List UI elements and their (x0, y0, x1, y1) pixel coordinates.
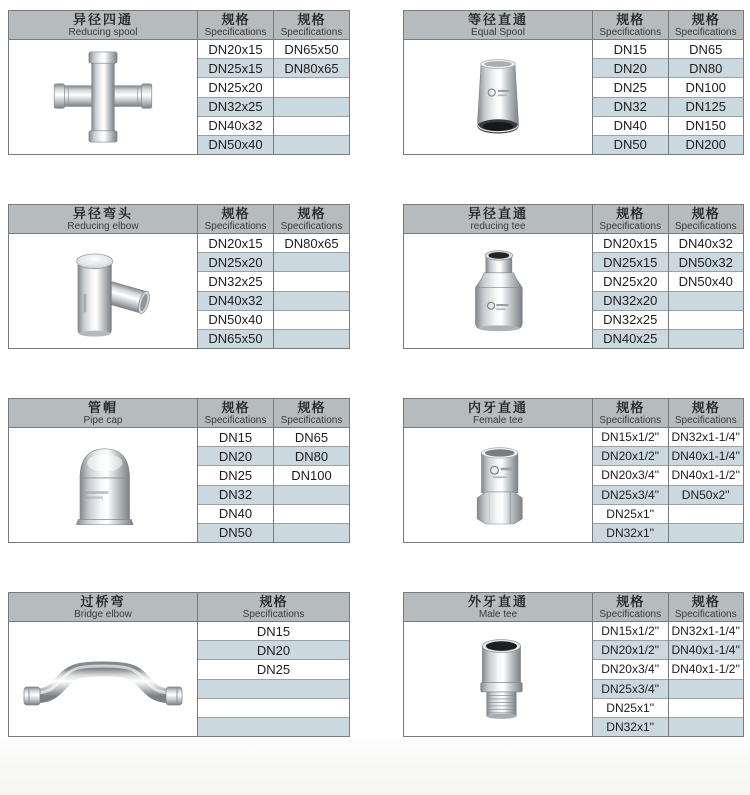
spec-header (198, 593, 349, 622)
spec-cell: DN25x20 (198, 78, 273, 97)
spec-cell: DN25 (198, 466, 273, 485)
spec-cell: DN32x1-1/4'' (669, 622, 744, 641)
spec-cell (274, 486, 349, 505)
spec-cell: DN32x20 (593, 292, 668, 311)
spec-column-2 (274, 428, 349, 542)
spec-cell: DN32x25 (198, 272, 273, 291)
spec-header-en: Specifications (280, 27, 343, 38)
spec-header-en: Specifications (599, 415, 662, 426)
spec-header-en: Specifications (280, 415, 343, 426)
spec-cell (274, 98, 349, 117)
section-title-en: Reducing elbow (67, 221, 139, 232)
spec-cell (274, 330, 349, 348)
spec-column-2 (669, 40, 744, 154)
spec-cell: DN80x65 (274, 59, 349, 78)
spec-header-zh: 规格 (616, 594, 645, 609)
section-title-zh: 异径弯头 (72, 206, 133, 221)
spec-cell: DN40x32 (198, 117, 273, 136)
spec-cell: DN32x25 (593, 311, 668, 330)
spec-cell: DN25x3/4'' (593, 486, 668, 505)
section-header (9, 593, 197, 622)
section-male-tee (403, 592, 744, 737)
spec-header-zh: 规格 (691, 12, 720, 27)
spec-cell: DN20x15 (198, 40, 273, 59)
spec-header-zh: 规格 (297, 12, 326, 27)
spec-cell: DN40 (593, 117, 668, 136)
spec-header-zh: 规格 (259, 594, 288, 609)
spec-cell: DN125 (669, 98, 744, 117)
spec-cell: DN40x25 (593, 330, 668, 348)
spec-header-zh: 规格 (691, 400, 720, 415)
spec-column-1 (593, 234, 668, 348)
section-grid (8, 10, 744, 737)
spec-header-en: Specifications (674, 609, 737, 620)
section-title-en: Pipe cap (83, 415, 123, 426)
section-title-zh: 异径直通 (467, 206, 528, 221)
spec-cell: DN20 (593, 59, 668, 78)
spec-header-en: Specifications (674, 27, 737, 38)
spec-cell: DN32x1-1/4'' (669, 428, 744, 447)
spec-cell (274, 117, 349, 136)
spec-cell: DN50x40 (198, 311, 273, 330)
spec-header-zh: 规格 (616, 400, 645, 415)
section-bridge-elbow (8, 592, 350, 737)
section-reducing-spool (8, 10, 350, 155)
reducing-spool-image (42, 45, 164, 149)
section-title-en: Reducing spool (68, 27, 138, 38)
spec-header (198, 11, 273, 40)
product-photo-cell (404, 428, 592, 542)
spec-cell: DN25x15 (593, 253, 668, 272)
spec-cell: DN25x1'' (593, 699, 668, 718)
spec-cell: DN25 (593, 78, 668, 97)
spec-cell: DN20x1/2'' (593, 641, 668, 660)
spec-header-zh: 规格 (691, 206, 720, 221)
spec-cell: DN15x1/2'' (593, 428, 668, 447)
spec-column-2 (669, 622, 744, 736)
spec-cell: DN150 (669, 117, 744, 136)
spec-cell: DN20x3/4'' (593, 466, 668, 485)
spec-cell: DN32x1'' (593, 718, 668, 736)
spec-cell: DN20 (198, 641, 349, 660)
section-header (9, 205, 197, 234)
section-header (404, 11, 592, 40)
spec-header (593, 593, 668, 622)
product-photo-cell (9, 234, 197, 348)
spec-cell: DN100 (274, 466, 349, 485)
spec-header (669, 593, 744, 622)
spec-cell: DN15x1/2'' (593, 622, 668, 641)
spec-cell: DN50x40 (198, 136, 273, 154)
spec-cell: DN50x40 (669, 272, 744, 291)
equal-spool-image (444, 48, 552, 146)
spec-cell: DN50x32 (669, 253, 744, 272)
spec-header (198, 205, 273, 234)
spec-cell (274, 311, 349, 330)
spec-cell: DN25 (198, 660, 349, 679)
section-reducing-tee (403, 204, 744, 349)
spec-cell: DN65x50 (274, 40, 349, 59)
spec-cell: DN15 (198, 428, 273, 447)
spec-cell (669, 505, 744, 524)
section-title-zh: 内牙直通 (467, 400, 528, 415)
spec-cell (669, 699, 744, 718)
spec-header (593, 205, 668, 234)
spec-cell: DN15 (198, 622, 349, 641)
section-header (404, 205, 592, 234)
product-photo-cell (9, 428, 197, 542)
product-photo-cell (404, 234, 592, 348)
spec-header (593, 11, 668, 40)
spec-cell: DN25x15 (198, 59, 273, 78)
spec-cell (274, 78, 349, 97)
spec-header-en: Specifications (242, 609, 305, 620)
spec-header-en: Specifications (280, 221, 343, 232)
section-title-zh: 外牙直通 (467, 594, 528, 609)
section-title-zh: 过桥弯 (80, 594, 126, 609)
spec-cell: DN50 (198, 524, 273, 542)
spec-cell: DN65 (669, 40, 744, 59)
spec-cell: DN20x3/4'' (593, 660, 668, 679)
spec-cell (669, 524, 744, 542)
spec-header-zh: 规格 (221, 400, 250, 415)
section-title-en: Female tee (472, 415, 524, 426)
spec-header-zh: 规格 (691, 594, 720, 609)
spec-header-en: Specifications (204, 221, 267, 232)
spec-cell: DN20x15 (593, 234, 668, 253)
spec-cell: DN40x1-1/4'' (669, 641, 744, 660)
spec-cell: DN80 (669, 59, 744, 78)
spec-cell (198, 718, 349, 736)
section-header (404, 399, 592, 428)
spec-cell: DN20 (198, 447, 273, 466)
section-reducing-elbow (8, 204, 350, 349)
spec-header-en: Specifications (674, 221, 737, 232)
spec-column-1 (198, 428, 273, 542)
spec-cell (274, 505, 349, 524)
reducing-elbow-image (42, 240, 164, 342)
section-header (9, 399, 197, 428)
spec-header (274, 205, 349, 234)
section-title-en: Equal Spool (471, 27, 525, 38)
spec-cell: DN80 (274, 447, 349, 466)
spec-column-2 (669, 428, 744, 542)
spec-header-zh: 规格 (297, 400, 326, 415)
spec-cell (274, 524, 349, 542)
spec-header (198, 399, 273, 428)
spec-cell: DN200 (669, 136, 744, 154)
section-title-en: Bridge elbow (74, 609, 132, 620)
product-photo-cell (9, 40, 197, 154)
spec-cell (669, 680, 744, 699)
spec-column-1 (593, 428, 668, 542)
spec-cell: DN80x65 (274, 234, 349, 253)
spec-column-1 (198, 40, 273, 154)
spec-cell: DN40 (198, 505, 273, 524)
spec-header-en: Specifications (599, 609, 662, 620)
section-title-en: reducing tee (470, 221, 526, 232)
spec-header-en: Specifications (599, 221, 662, 232)
spec-cell: DN40x32 (669, 234, 744, 253)
spec-header-zh: 规格 (616, 206, 645, 221)
spec-column-1 (198, 234, 273, 348)
spec-header (274, 11, 349, 40)
pipe-cap-image (50, 435, 156, 535)
spec-cell (274, 272, 349, 291)
spec-header-en: Specifications (599, 27, 662, 38)
spec-cell (669, 311, 744, 330)
spec-header-zh: 规格 (616, 12, 645, 27)
spec-header (274, 399, 349, 428)
section-title-en: Male tee (478, 609, 518, 620)
bridge-elbow-image (17, 644, 189, 714)
spec-header-en: Specifications (674, 415, 737, 426)
spec-cell: DN32 (593, 98, 668, 117)
spec-header-zh: 规格 (297, 206, 326, 221)
product-photo-cell (404, 40, 592, 154)
male-tee-image (446, 629, 550, 729)
section-title-zh: 异径四通 (72, 12, 133, 27)
reducing-tee-image (446, 241, 550, 341)
spec-cell: DN25x1'' (593, 505, 668, 524)
spec-cell: DN40x1-1/2'' (669, 660, 744, 679)
spec-cell: DN40x1-1/2'' (669, 466, 744, 485)
spec-cell: DN32 (198, 486, 273, 505)
spec-cell: DN32x1'' (593, 524, 668, 542)
spec-column-1 (593, 622, 668, 736)
spec-cell (669, 718, 744, 736)
spec-cell: DN40x1-1/4'' (669, 447, 744, 466)
spec-header-zh: 规格 (221, 206, 250, 221)
spec-cell: DN50x2'' (669, 486, 744, 505)
spec-header-en: Specifications (204, 415, 267, 426)
female-tee-image (446, 435, 550, 535)
spec-header-en: Specifications (204, 27, 267, 38)
product-photo-cell (9, 622, 197, 736)
spec-cell: DN65x50 (198, 330, 273, 348)
section-female-tee (403, 398, 744, 543)
spec-cell (198, 680, 349, 699)
spec-cell: DN25x3/4'' (593, 680, 668, 699)
spec-column-2 (274, 234, 349, 348)
spec-cell: DN15 (593, 40, 668, 59)
spec-header (669, 11, 744, 40)
spec-cell (669, 330, 744, 348)
product-photo-cell (404, 622, 592, 736)
spec-cell (669, 292, 744, 311)
spec-header (669, 205, 744, 234)
spec-cell: DN32x25 (198, 98, 273, 117)
spec-cell: DN20x1/2'' (593, 447, 668, 466)
spec-column-2 (669, 234, 744, 348)
spec-cell: DN25x20 (593, 272, 668, 291)
spec-cell: DN65 (274, 428, 349, 447)
section-title-zh: 管帽 (87, 400, 118, 415)
section-title-zh: 等径直通 (467, 12, 528, 27)
spec-cell (198, 699, 349, 718)
spec-cell (274, 136, 349, 154)
spec-column-1 (593, 40, 668, 154)
spec-cell (274, 253, 349, 272)
spec-cell (274, 292, 349, 311)
spec-cell: DN50 (593, 136, 668, 154)
section-pipe-cap (8, 398, 350, 543)
spec-header (593, 399, 668, 428)
section-equal-spool (403, 10, 744, 155)
spec-header-zh: 规格 (221, 12, 250, 27)
section-header (9, 11, 197, 40)
spec-header (669, 399, 744, 428)
spec-column-1 (198, 622, 349, 736)
spec-column-2 (274, 40, 349, 154)
spec-cell: DN25x20 (198, 253, 273, 272)
section-header (404, 593, 592, 622)
spec-cell: DN20x15 (198, 234, 273, 253)
spec-cell: DN40x32 (198, 292, 273, 311)
spec-cell: DN100 (669, 78, 744, 97)
